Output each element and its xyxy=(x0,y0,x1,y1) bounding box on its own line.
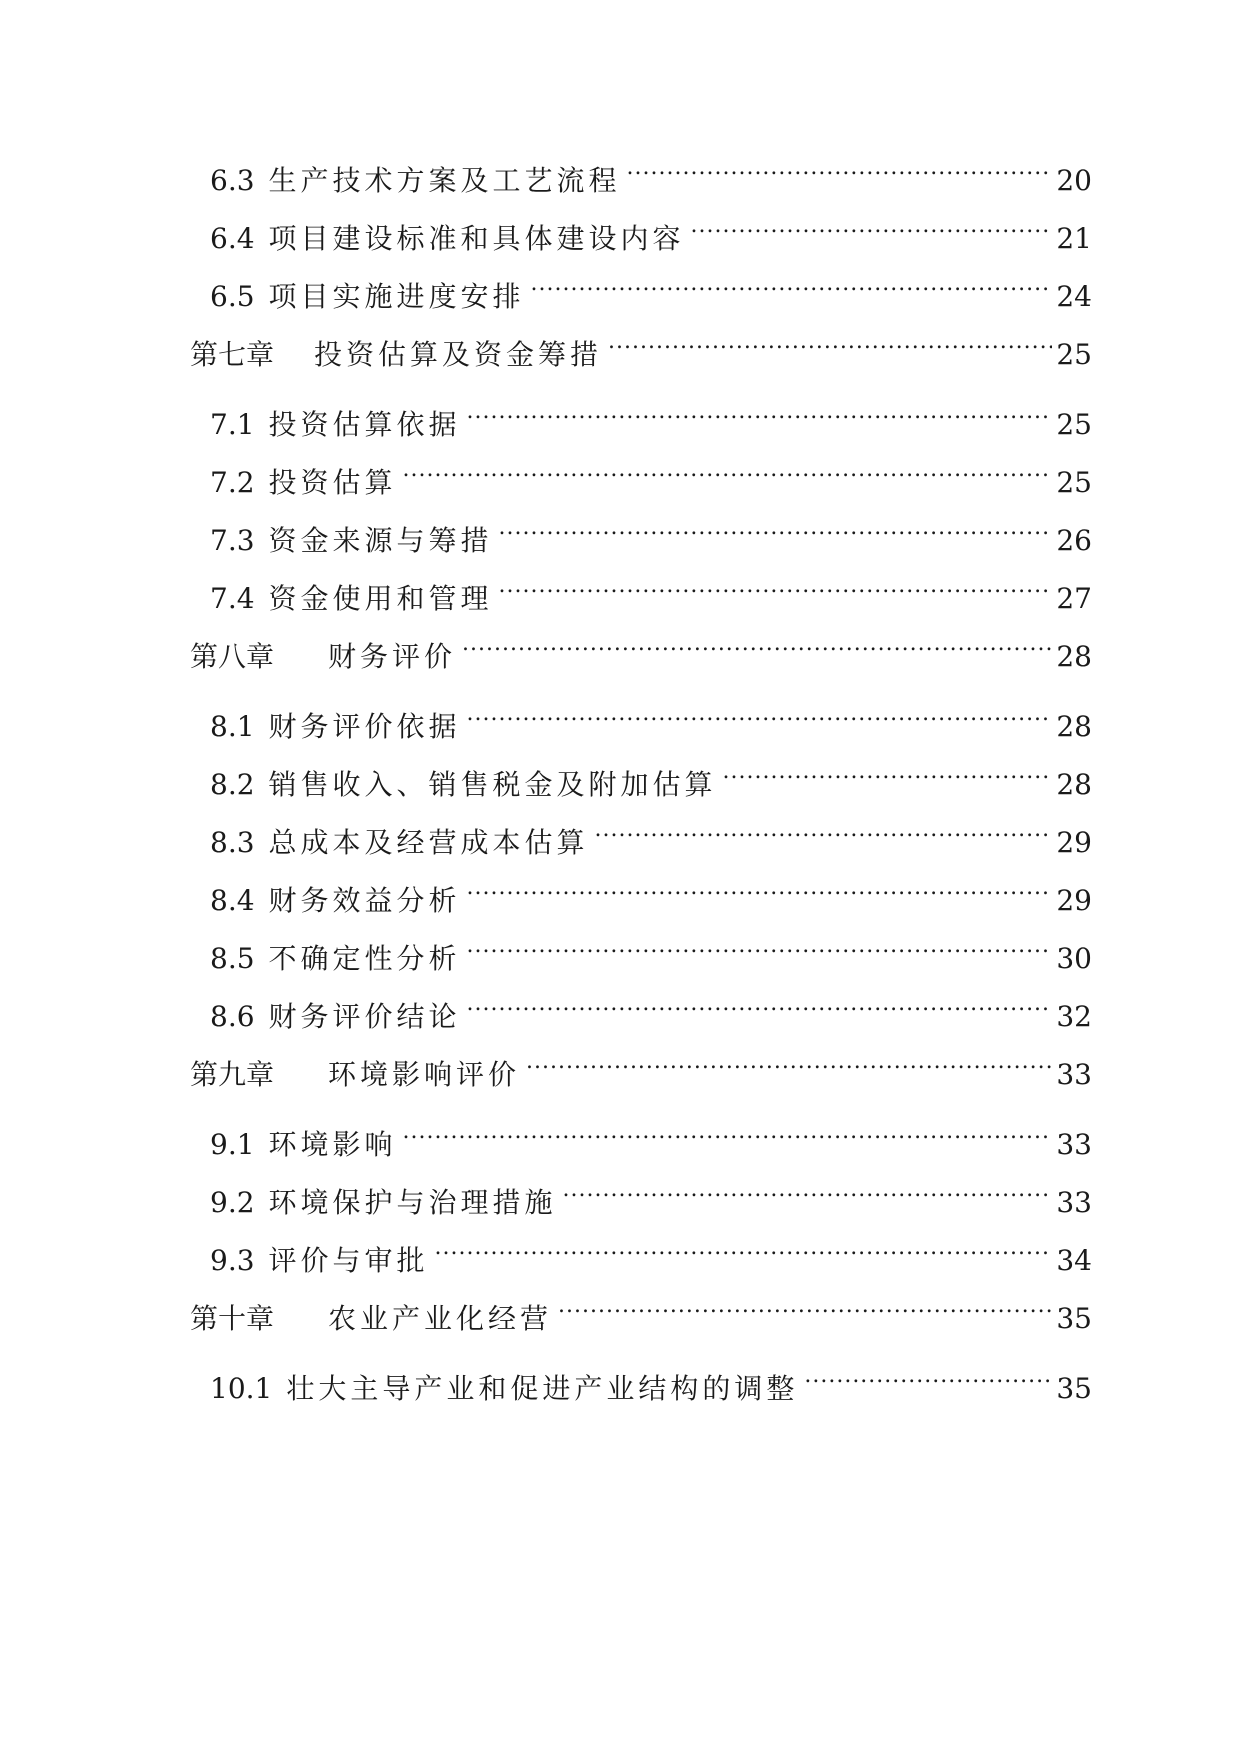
toc-leader-dots xyxy=(563,1182,1053,1212)
toc-leader-dots xyxy=(403,1124,1053,1154)
toc-entry-chapter-10[interactable] xyxy=(190,1298,1092,1339)
toc-entry-8-4[interactable] xyxy=(210,880,1092,921)
toc-number: 7.4 xyxy=(210,582,255,615)
toc-title: 投资估算依据 xyxy=(268,408,461,441)
toc-number: 8.1 xyxy=(210,710,255,743)
toc-entry-chapter-9[interactable] xyxy=(190,1054,1092,1095)
toc-entry-6-3[interactable] xyxy=(210,160,1092,201)
toc-page-number: 25 xyxy=(1056,466,1092,499)
toc-page-number: 20 xyxy=(1056,164,1092,197)
toc-title: 销售收入、销售税金及附加估算 xyxy=(268,768,717,801)
toc-page-number: 33 xyxy=(1056,1128,1092,1161)
toc-leader-dots xyxy=(435,1240,1053,1270)
toc-page-number: 28 xyxy=(1056,710,1092,743)
toc-page-number: 27 xyxy=(1056,582,1092,615)
toc-title: 壮大主导产业和促进产业结构的调整 xyxy=(286,1372,799,1405)
toc-leader-dots xyxy=(499,520,1053,550)
toc-number: 6.4 xyxy=(210,222,255,255)
toc-entry-6-4[interactable] xyxy=(210,218,1092,259)
toc-title: 财务评价结论 xyxy=(268,1000,461,1033)
toc-chapter-number: 第九章 xyxy=(190,1058,275,1091)
toc-entry-7-1[interactable] xyxy=(210,404,1092,445)
toc-title: 财务评价依据 xyxy=(268,710,461,743)
toc-entry-chapter-8[interactable] xyxy=(190,636,1092,677)
toc-leader-dots xyxy=(526,1054,1052,1084)
toc-leader-dots xyxy=(467,938,1053,968)
toc-page-number: 33 xyxy=(1056,1186,1092,1219)
toc-number: 7.1 xyxy=(210,408,255,441)
toc-leader-dots xyxy=(462,636,1052,666)
toc-title: 农业产业化经营 xyxy=(328,1302,553,1335)
toc-title: 投资估算及资金筹措 xyxy=(314,338,603,371)
toc-page-number: 34 xyxy=(1056,1244,1092,1277)
toc-leader-dots xyxy=(558,1298,1052,1328)
toc-title: 资金使用和管理 xyxy=(268,582,493,615)
toc-number: 8.6 xyxy=(210,1000,255,1033)
toc-title: 财务效益分析 xyxy=(268,884,461,917)
toc-page-number: 24 xyxy=(1056,280,1092,313)
toc-page-number: 33 xyxy=(1056,1058,1092,1091)
toc-title: 投资估算 xyxy=(268,466,397,499)
toc-entry-8-5[interactable] xyxy=(210,938,1092,979)
toc-page-number: 35 xyxy=(1056,1302,1092,1335)
toc-leader-dots xyxy=(467,706,1053,736)
toc-number: 8.4 xyxy=(210,884,255,917)
toc-entry-7-4[interactable] xyxy=(210,578,1092,619)
toc-leader-dots xyxy=(531,276,1053,306)
toc-title: 生产技术方案及工艺流程 xyxy=(268,164,621,197)
toc-title: 财务评价 xyxy=(328,640,457,673)
toc-number: 6.3 xyxy=(210,164,255,197)
toc-number: 6.5 xyxy=(210,280,255,313)
toc-page-number: 26 xyxy=(1056,524,1092,557)
toc-number: 8.3 xyxy=(210,826,255,859)
toc-entry-9-1[interactable] xyxy=(210,1124,1092,1165)
toc-title: 资金来源与筹措 xyxy=(268,524,493,557)
toc-leader-dots xyxy=(499,578,1053,608)
toc-page-number: 30 xyxy=(1056,942,1092,975)
toc-page-number: 29 xyxy=(1056,884,1092,917)
toc-page-number: 25 xyxy=(1056,338,1092,371)
toc-number: 8.5 xyxy=(210,942,255,975)
toc-leader-dots xyxy=(595,822,1053,852)
toc-title: 项目建设标准和具体建设内容 xyxy=(268,222,685,255)
toc-number: 7.2 xyxy=(210,466,255,499)
toc-title: 评价与审批 xyxy=(268,1244,429,1277)
toc-leader-dots xyxy=(627,160,1053,190)
toc-leader-dots xyxy=(467,996,1053,1026)
toc-number: 9.1 xyxy=(210,1128,255,1161)
toc-title: 环境影响评价 xyxy=(328,1058,521,1091)
toc-title: 项目实施进度安排 xyxy=(268,280,525,313)
toc-page-number: 35 xyxy=(1056,1372,1092,1405)
toc-title: 环境影响 xyxy=(268,1128,397,1161)
toc-entry-chapter-7[interactable] xyxy=(190,334,1092,375)
toc-page-number: 21 xyxy=(1056,222,1092,255)
toc-chapter-number: 第七章 xyxy=(190,338,275,371)
toc-number: 7.3 xyxy=(210,524,255,557)
toc-entry-8-3[interactable] xyxy=(210,822,1092,863)
toc-leader-dots xyxy=(804,1368,1052,1398)
toc-page-number: 25 xyxy=(1056,408,1092,441)
toc-number: 8.2 xyxy=(210,768,255,801)
toc-leader-dots xyxy=(467,880,1053,910)
toc-entry-8-2[interactable] xyxy=(210,764,1092,805)
toc-entry-7-3[interactable] xyxy=(210,520,1092,561)
toc-title: 环境保护与治理措施 xyxy=(268,1186,557,1219)
toc-number: 9.2 xyxy=(210,1186,255,1219)
toc-chapter-number: 第八章 xyxy=(190,640,275,673)
toc-entry-9-2[interactable] xyxy=(210,1182,1092,1223)
toc-leader-dots xyxy=(723,764,1053,794)
toc-leader-dots xyxy=(467,404,1053,434)
toc-number: 9.3 xyxy=(210,1244,255,1277)
toc-number: 10.1 xyxy=(210,1372,273,1405)
toc-entry-8-1[interactable] xyxy=(210,706,1092,747)
toc-title: 不确定性分析 xyxy=(268,942,461,975)
toc-leader-dots xyxy=(608,334,1052,364)
toc-title: 总成本及经营成本估算 xyxy=(268,826,589,859)
toc-entry-8-6[interactable] xyxy=(210,996,1092,1037)
toc-page-number: 28 xyxy=(1056,640,1092,673)
toc-page-number: 32 xyxy=(1056,1000,1092,1033)
toc-page-number: 28 xyxy=(1056,768,1092,801)
toc-leader-dots xyxy=(403,462,1053,492)
toc-leader-dots xyxy=(691,218,1053,248)
toc-entry-10-1[interactable] xyxy=(210,1368,1092,1409)
toc-page-number: 29 xyxy=(1056,826,1092,859)
toc-chapter-number: 第十章 xyxy=(190,1302,275,1335)
toc-entry-6-5[interactable] xyxy=(210,276,1092,317)
toc-entry-9-3[interactable] xyxy=(210,1240,1092,1281)
toc-entry-7-2[interactable] xyxy=(210,462,1092,503)
